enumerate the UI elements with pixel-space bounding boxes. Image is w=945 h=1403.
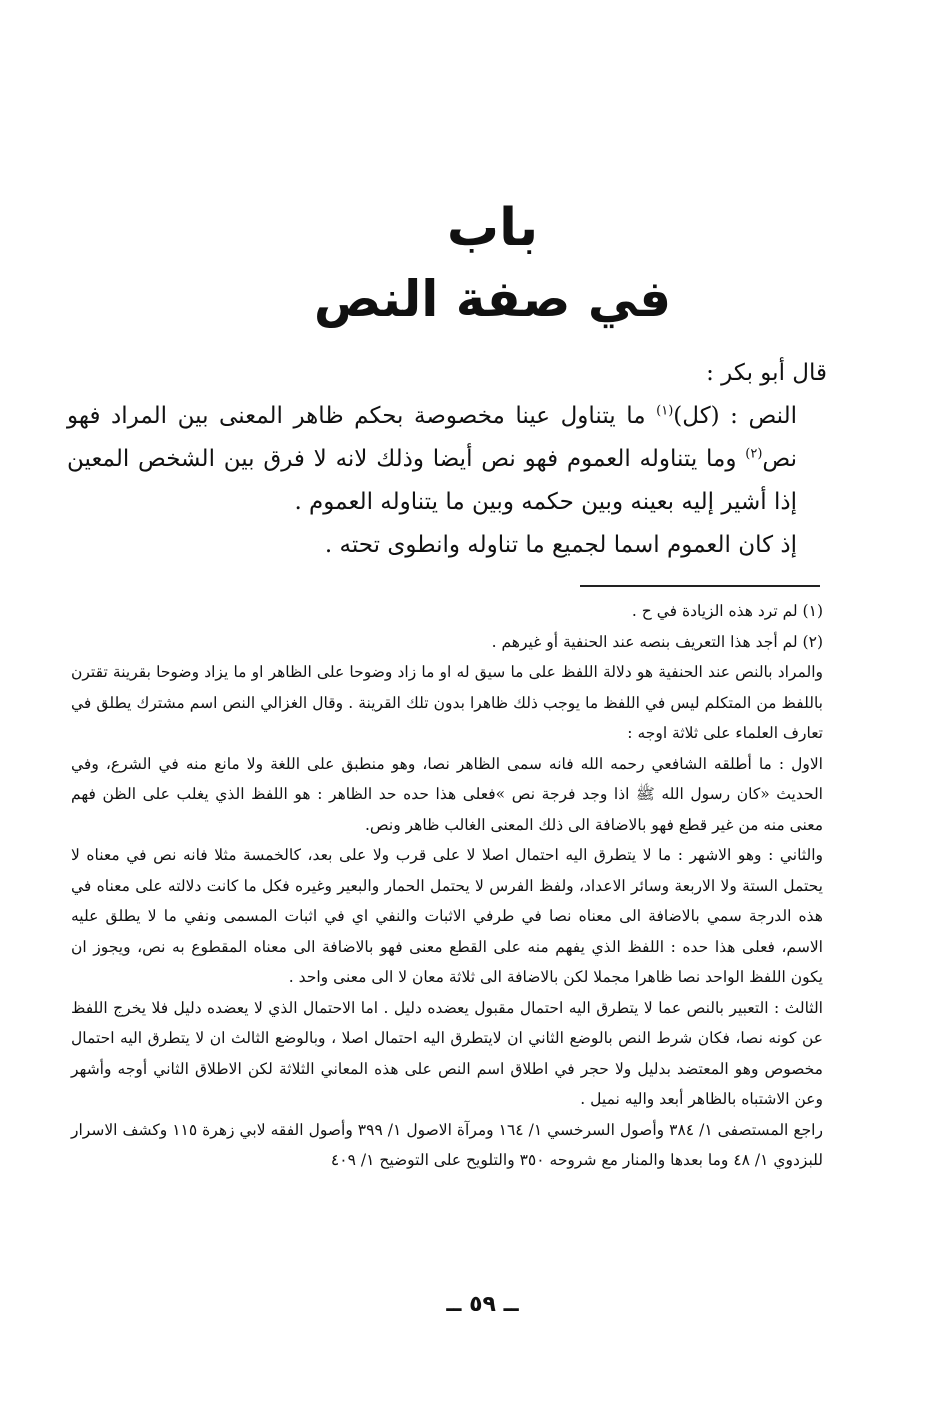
footnote-references: راجع المستصفى ١/ ٣٨٤ وأصول السرخسي ١/ ١٦٤ ومرآة الاصول ١/ ٣٩٩ وأصول الفقه لابي زهرة ١١٥ وكشف الاسرار للبزدوي ١/ ٤٨ وما بعدها والمنار مع شروحه ٣٥٠ والتلويح على التوضيح ١/ ٤٠٩ — [71, 1120, 823, 1169]
chapter-heading — [0, 195, 945, 337]
paragraph-general: إذ كان العموم اسما لجميع ما تناوله وانطوى تحته . — [324, 532, 797, 558]
paragraph-definition — [67, 395, 827, 524]
chapter-title: في صفة النص — [313, 270, 672, 328]
footnote-paragraph: والمراد بالنص عند الحنفية هو دلالة اللفظ على ما سيق له او ما زاد وضوحا على الظاهر او ما يزاد وضوحا بقرينة تقترن باللفظ من المتكلم ليس في اللفظ ما يوجب ذلك ظاهرا بدون تلك القرينة . وقال الغزالي النص اسم مشترك يطلق في تعارف العلماء على ثلاثة اوجه : — [71, 663, 823, 742]
definition-middle: ما يتناول عينا مخصوصة بحكم ظاهر المعنى بين المراد فهو نص — [67, 403, 797, 472]
footnote-ref-1: (١) — [656, 403, 674, 419]
footnote-1: (١) لم ترد هذه الزيادة في ح . — [631, 602, 823, 620]
footnote-paragraph: الاول : ما أطلقه الشافعي رحمه الله فانه سمى الظاهر نصا، وهو منطبق على اللغة ولا مانع منه في الشرع، وفي الحديث «كان رسول الله ﷺ اذا وجد فرجة نص »فعلى هذا حده حد الظاهر : هو اللفظ الذي يغلب على الظن فهم معنى منه من غير قطع فهو بالاضافة الى ذلك المعنى الغالب ظاهر ونص. — [71, 754, 823, 834]
definition-rest: وما يتناوله العموم فهو نص أيضا وذلك لانه لا فرق بين الشخص المعين إذا أشير إليه بعينه وبين حكمه وبين ما يتناوله العموم . — [67, 446, 797, 515]
footnote-paragraph: الثالث : التعبير بالنص عما لا يتطرق اليه احتمال مقبول يعضده دليل . اما الاحتمال الذي لا يعضده دليل فلا يخرج اللفظ عن كونه نصا، فكان شرط النص بالوضع الثاني ان لايتطرق اليه احتمال اصلا ، وبالوضع الثالث ان لا يتطرق اليه احتمال مخصوص وهو المعتضد بدليل ولا حجر في اطلاق اسم النص على هذه المعاني الثلاثة لكن الاطلاق الثاني أوجه وأشهر وعن الاشتباه بالظاهر أبعد واليه نميل . — [71, 998, 823, 1108]
footnote-2: (٢) لم أجد هذا التعريف بنصه عند الحنفية أو غيرهم . — [491, 632, 823, 651]
footnote-ref-2: (٢) — [745, 446, 763, 462]
definition-start: النص : (كل) — [673, 403, 797, 429]
page-number: ــ ٥٩ ــ — [446, 1292, 519, 1317]
speaker-line: قال أبو بكر : — [706, 360, 827, 386]
footnote-separator — [580, 585, 820, 587]
footnotes-section — [71, 596, 823, 1176]
chapter-label: باب — [446, 198, 539, 258]
main-body-text — [67, 352, 827, 567]
footnote-paragraph: والثاني : وهو الاشهر : ما لا يتطرق اليه احتمال اصلا لا على قرب ولا على بعد، كالخمسة مثلا فانه نص في معناه لا يحتمل الستة ولا الاربعة وسائر الاعداد، ولفظ الفرس لا يحتمل الحمار والبعير وغيره فكل ما كانت دلالته على معناه في هذه الدرجة سمي بالاضافة الى معناه نصا في طرفي الاثبات والنفي اي في اثبات المسمى ونفي ما لا يطلق عليه الاسم، فعلى هذا حده : اللفظ الذي يفهم منه على القطع معنى فهو بالاضافة الى معناه المقطوع به نص، ويجوز ان يكون اللفظ الواحد نصا ظاهرا مجملا لكن بالاضافة الى ثلاثة معان لا الى معنى واحد . — [71, 846, 823, 986]
